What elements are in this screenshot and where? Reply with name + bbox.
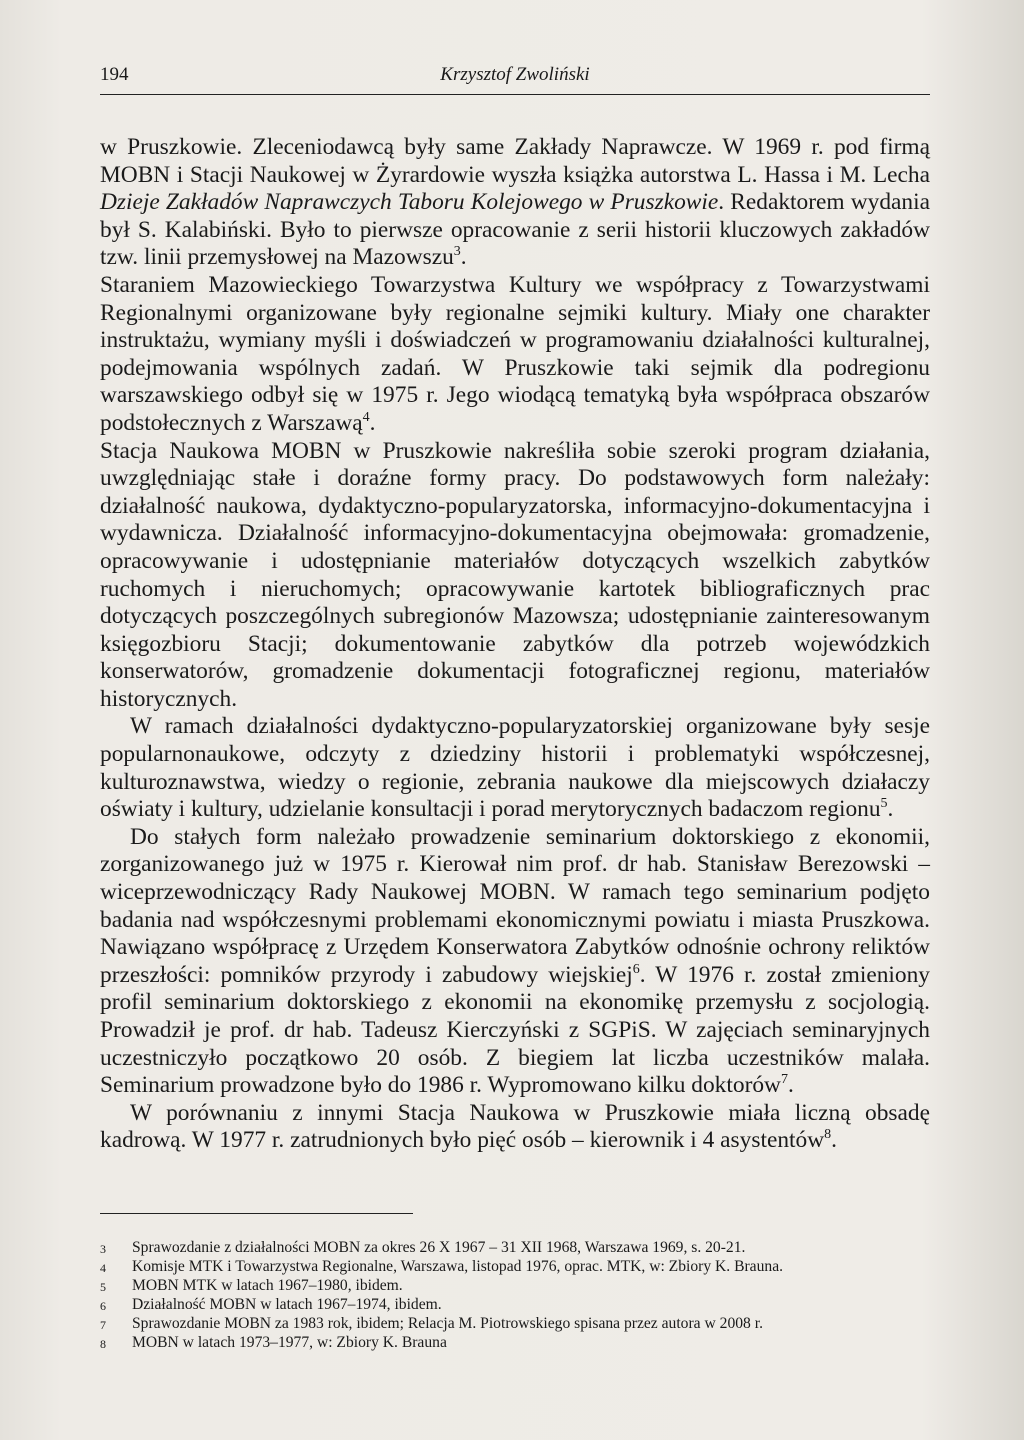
paragraph: w Pruszkowie. Zleceniodawcą były same Zakłady Naprawcze. W 1969 r. pod firmą MOBN i Stacji Naukowej w Żyrardowie wyszła książka autorstwa L. Hassa i M. Lecha Dzieje Zakładów Naprawczych Taboru Kolejowego w Pruszkowie. Redaktorem wydania był S. Kalabiński. Było to pierwsze opracowanie z serii historii kluczowych zakładów tzw. linii przemysłowej na Mazowszu$^3$.	[100, 134, 930, 271]
footnote-number: 3	[100, 1242, 106, 1256]
running-header	[100, 60, 930, 95]
footnote-ref[interactable]: 7	[780, 1072, 788, 1088]
footnote-ref[interactable]: 8	[824, 1127, 832, 1143]
footnotes	[100, 1238, 930, 1352]
footnote-ref[interactable]: 5	[880, 796, 888, 812]
footnote-text: MOBN w latach 1973–1977, w: Zbiory K. Brauna	[132, 1334, 447, 1351]
footnote-divider	[100, 1213, 413, 1214]
footnote-text: Sprawozdanie MOBN za 1983 rok, ibidem; Relacja M. Piotrowskiego spisana przez autora w 2008 r.	[132, 1315, 763, 1332]
footnote	[100, 1295, 930, 1314]
paragraph: W porównaniu z innymi Stacja Naukowa w Pruszkowie miała liczną obsadę kadrową. W 1977 r. zatrudnionych było pięć osób – kierownik i 4 asystentów$^8$.	[100, 1099, 930, 1154]
paragraph: W ramach działalności dydaktyczno-popularyzatorskiej organizowane były sesje popularnonaukowe, odczyty z dziedziny historii i problematyki współczesnej, kulturoznawstwa, wiedzy o regionie, zebrania naukowe dla miejscowych działaczy oświaty i kultury, udzielanie konsultacji i porad merytorycznych badaczom regionu$^5$.	[100, 713, 930, 823]
footnote-number: 5	[100, 1280, 106, 1294]
footnote-number: 4	[100, 1261, 106, 1275]
footnote-ref[interactable]: 4	[362, 410, 370, 426]
paragraph: Staraniem Mazowieckiego Towarzystwa Kultury we współpracy z Towarzystwami Regionalnymi organizowane były regionalne sejmiki kultury. Miały one charakter instruktażu, wymiany myśli i doświadczeń w programowaniu działalności kulturalnej, podejmowania wspólnych zadań. W Pruszkowie taki sejmik dla podregionu warszawskiego odbył się w 1975 r. Jego wiodącą tematyką była współpraca obszarów podstołecznych z Warszawą$^4$.	[100, 271, 930, 436]
footnote	[100, 1276, 930, 1295]
footnote-number: 6	[100, 1299, 106, 1313]
footnote-text: MOBN MTK w latach 1967–1980, ibidem.	[132, 1277, 403, 1294]
book-title: Dzieje Zakładów Naprawczych Taboru Kolejowego w Pruszkowie	[100, 189, 719, 216]
footnote	[100, 1314, 930, 1333]
footnote-text: Komisje MTK i Towarzystwa Regionalne, Warszawa, listopad 1976, oprac. MTK, w: Zbiory K. Brauna.	[132, 1258, 784, 1275]
running-header-author: Krzysztof Zwoliński	[440, 64, 590, 85]
footnote-text: Działalność MOBN w latach 1967–1974, ibidem.	[132, 1296, 442, 1313]
footnote	[100, 1238, 930, 1257]
page-number: 194	[100, 64, 129, 85]
footnote-text: Sprawozdanie z działalności MOBN za okres 26 X 1967 – 31 XII 1968, Warszawa 1969, s. 20-21.	[132, 1239, 746, 1256]
paragraph: Stacja Naukowa MOBN w Pruszkowie nakreśliła sobie szeroki program działania, uwzględniając stałe i doraźne formy pracy. Do podstawowych form należały: działalność naukowa, dydaktyczno-popularyzatorska, informacyjno-dokumentacyjna i wydawnicza. Działalność informacyjno-dokumentacyjna obejmowała: gromadzenie, opracowywanie i udostępnianie materiałów dotyczących wszelkich zabytków ruchomych i nieruchomych; opracowywanie kartotek bibliograficznych prac dotyczących poszczególnych subregionów Mazowsza; udostępnianie zainteresowanym księgozbioru Stacji; dokumentowanie zabytków dla potrzeb wojewódzkich konserwatorów, gromadzenie dokumentacji fotograficznej regionu, materiałów historycznych.	[100, 437, 930, 712]
footnote-number: 8	[100, 1337, 106, 1351]
footnote-ref[interactable]: 6	[632, 962, 640, 978]
footnote	[100, 1333, 930, 1352]
main-text	[100, 134, 930, 1155]
footnote-number: 7	[100, 1318, 106, 1332]
footnote	[100, 1257, 930, 1276]
footnote-ref[interactable]: 3	[453, 244, 461, 260]
paragraph: Do stałych form należało prowadzenie seminarium doktorskiego z ekonomii, zorganizowanego już w 1975 r. Kierował nim prof. dr hab. Stanisław Berezowski – wiceprzewodniczący Rady Naukowej MOBN. W ramach tego seminarium podjęto badania nad współczesnymi problemami ekonomicznymi powiatu i miasta Pruszkowa. Nawiązano współpracę z Urzędem Konserwatora Zabytków odnośnie ochrony reliktów przeszłości: pomników przyrody i zabudowy wiejskiej$^6$. W 1976 r. został zmieniony profil seminarium doktorskiego z ekonomii na ekonomikę przemysłu z socjologią. Prowadził je prof. dr hab. Tadeusz Kierczyński z SGPiS. W zajęciach seminaryjnych uczestniczyło początkowo 20 osób. Z biegiem lat liczba uczestników malała. Seminarium prowadzone było do 1986 r. Wypromowano kilku doktorów$^7$.	[100, 823, 930, 1099]
